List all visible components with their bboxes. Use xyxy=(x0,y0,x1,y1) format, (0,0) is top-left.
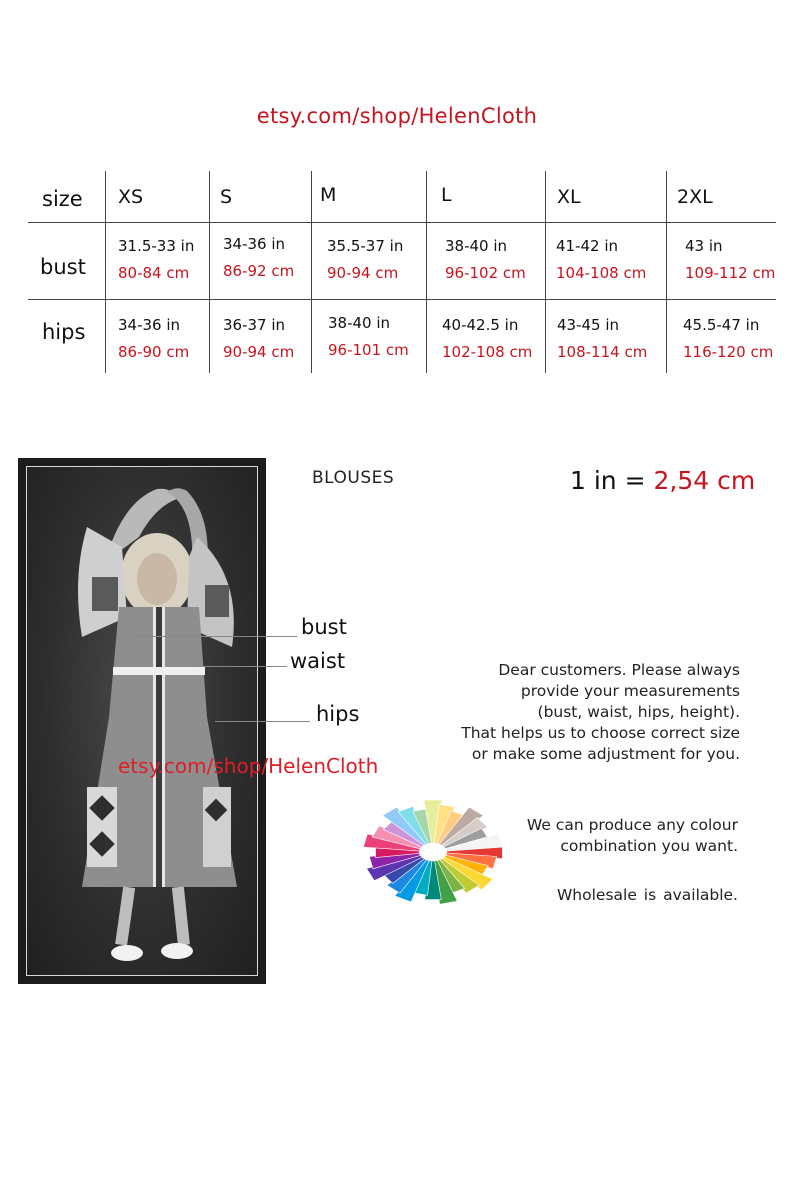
note-line: We can produce any colour xyxy=(526,816,738,834)
size-header: S xyxy=(220,186,233,208)
bust-cell xyxy=(445,237,526,282)
table-divider xyxy=(209,171,210,373)
bust-in-value: 41-42 in xyxy=(556,237,619,255)
row-label-size: size xyxy=(42,187,83,211)
bust-cm-value: 96-102 cm xyxy=(445,264,526,282)
hips-in-value: 36-37 in xyxy=(223,316,286,334)
size-header: L xyxy=(441,184,452,206)
hips-guide-line xyxy=(215,721,310,722)
hips-in-value: 40-42.5 in xyxy=(442,316,519,334)
size-header: XL xyxy=(557,186,581,208)
hips-cm-value: 96-101 cm xyxy=(328,341,409,359)
table-divider xyxy=(311,171,312,373)
bust-cm-value: 104-108 cm xyxy=(556,264,647,282)
row-label-hips: hips xyxy=(42,320,86,344)
customer-note xyxy=(380,660,740,765)
hips-cm-value: 90-94 cm xyxy=(223,343,295,361)
hips-in-value: 38-40 in xyxy=(328,314,391,332)
table-divider xyxy=(105,171,106,373)
note-line: That helps us to choose correct size xyxy=(461,724,740,742)
bust-cell xyxy=(685,237,775,282)
bust-cm-value: 86-92 cm xyxy=(223,262,295,280)
waist-label: waist xyxy=(290,649,346,673)
bust-in-value: 34-36 in xyxy=(223,235,286,253)
size-header: M xyxy=(320,184,337,206)
bust-cell xyxy=(327,237,403,282)
size-header: XS xyxy=(118,186,144,208)
hips-label: hips xyxy=(316,702,360,726)
bust-cm-value: 109-112 cm xyxy=(685,264,776,282)
row-label-bust: bust xyxy=(40,255,86,279)
bust-guide-line xyxy=(135,636,297,637)
section-title: BLOUSES xyxy=(312,468,395,488)
hips-cell xyxy=(683,316,773,361)
hips-cell xyxy=(328,314,409,359)
hips-cell xyxy=(442,316,532,361)
table-divider xyxy=(426,171,427,373)
bust-cell xyxy=(556,237,646,282)
size-header: 2XL xyxy=(677,186,713,208)
conversion-prefix: 1 in = xyxy=(570,466,654,495)
hips-in-value: 45.5-47 in xyxy=(683,316,760,334)
table-divider xyxy=(545,171,546,373)
colour-swatch-fan-illustration xyxy=(345,792,525,932)
bust-label: bust xyxy=(301,615,347,639)
hips-cm-value: 108-114 cm xyxy=(557,343,648,361)
table-divider xyxy=(666,171,667,373)
waist-guide-line xyxy=(190,666,287,667)
bust-cm-value: 80-84 cm xyxy=(118,264,190,282)
conversion-value: 2,54 cm xyxy=(653,466,756,495)
note-line: combination you want. xyxy=(560,837,738,855)
hips-cm-value: 102-108 cm xyxy=(442,343,533,361)
hips-cell xyxy=(223,316,294,361)
bust-in-value: 43 in xyxy=(685,237,723,255)
colour-note xyxy=(470,815,738,857)
hips-in-value: 43-45 in xyxy=(557,316,620,334)
hips-cell xyxy=(118,316,189,361)
bust-in-value: 31.5-33 in xyxy=(118,237,195,255)
hips-in-value: 34-36 in xyxy=(118,316,181,334)
wholesale-note: Wholesale is available. xyxy=(556,886,738,904)
table-divider xyxy=(28,222,776,223)
note-line: provide your measurements xyxy=(520,682,740,700)
unit-conversion xyxy=(570,466,755,495)
hips-cm-value: 86-90 cm xyxy=(118,343,190,361)
note-line: or make some adjustment for you. xyxy=(471,745,740,763)
bust-in-value: 38-40 in xyxy=(445,237,508,255)
note-line: Dear customers. Please always xyxy=(498,661,740,679)
note-line: (bust, waist, hips, height). xyxy=(537,703,740,721)
table-divider xyxy=(28,299,776,300)
shop-link-watermark[interactable]: etsy.com/shop/HelenCloth xyxy=(118,754,379,778)
bust-cell xyxy=(118,237,194,282)
hips-cm-value: 116-120 cm xyxy=(683,343,774,361)
shop-link-top[interactable]: etsy.com/shop/HelenCloth xyxy=(256,104,538,128)
bust-cell xyxy=(223,235,294,280)
bust-in-value: 35.5-37 in xyxy=(327,237,404,255)
hips-cell xyxy=(557,316,647,361)
bust-cm-value: 90-94 cm xyxy=(327,264,399,282)
